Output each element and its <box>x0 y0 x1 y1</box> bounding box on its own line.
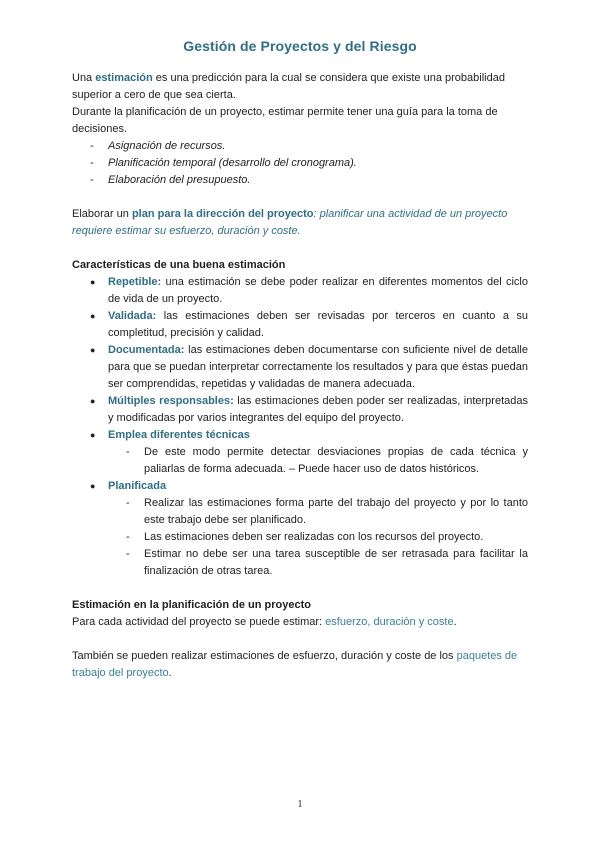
item-text: las estimaciones deben poder ser realizadas, interpretadas y modificadas por varios integrantes del equipo del proyecto. <box>108 395 528 424</box>
intro-paragraph <box>72 70 528 104</box>
tecnicas-sublist <box>108 444 528 478</box>
intro-text: Una <box>72 72 96 84</box>
sub-list-item: - Estimar no debe ser una tarea susceptible de ser retrasada para facilitar la finalización de otras tarea. <box>126 546 528 580</box>
list-item: - Elaboración del presupuesto. <box>90 172 528 189</box>
section-heading-planning: Estimación en la planificación de un proyecto <box>72 599 311 611</box>
list-item <box>90 393 528 427</box>
planning-paragraph <box>72 614 528 631</box>
planificada-sublist <box>108 495 528 580</box>
planning-text: Para cada actividad del proyecto se puede estimar: <box>72 616 326 628</box>
plan-paragraph <box>72 206 528 240</box>
term-repetible: Repetible: <box>108 276 162 288</box>
intro-paragraph-2: Durante la planificación de un proyecto, estimar permite tener una guía para la toma de decisiones. <box>72 106 498 135</box>
section-heading-characteristics: Características de una buena estimación <box>72 259 286 271</box>
sub-list-item: - Realizar las estimaciones forma parte del trabajo del proyecto y por lo tanto este trabajo debe ser planificado. <box>126 495 528 529</box>
term-documentada: Documentada: <box>108 344 185 356</box>
list-item: - Planificación temporal (desarrollo del cronograma). <box>90 155 528 172</box>
term-planificada: Planificada <box>108 480 167 492</box>
page-title: Gestión de Proyectos y del Riesgo <box>183 38 417 54</box>
list-item <box>90 274 528 308</box>
packages-text: . <box>168 667 172 679</box>
characteristics-list <box>72 274 528 580</box>
list-item <box>90 342 528 393</box>
plan-text: Elaborar un <box>72 208 132 220</box>
term-multiples-responsables: Múltiples responsables: <box>108 395 234 407</box>
packages-paragraph <box>72 648 528 682</box>
term-validada: Validada: <box>108 310 157 322</box>
term-estimacion: estimación <box>95 72 153 84</box>
list-item <box>90 427 528 478</box>
sub-list-item: - De este modo permite detectar desviaciones propias de cada técnica y paliarlas de forma adecuada. – Puede hacer uso de datos históricos. <box>126 444 528 478</box>
packages-text: También se pueden realizar estimaciones de esfuerzo, duración y coste de los <box>72 650 457 662</box>
page-number: 1 <box>297 799 303 810</box>
document-body <box>72 70 528 682</box>
uses-list <box>72 138 528 189</box>
list-item <box>90 308 528 342</box>
sub-list-item: - Las estimaciones deben ser realizadas con los recursos del proyecto. <box>126 529 528 546</box>
list-item <box>90 478 528 580</box>
list-item: - Asignación de recursos. <box>90 138 528 155</box>
estimate-link-text: esfuerzo, duración y coste <box>325 616 454 628</box>
term-emplea-tecnicas: Emplea diferentes técnicas <box>108 429 250 441</box>
item-text: las estimaciones deben ser revisadas por terceros en cuanto a su completitud, precisión y calidad. <box>108 310 528 339</box>
plan-definition: : planificar una actividad de un proyecto requiere estimar su esfuerzo, duración y coste. <box>72 208 508 237</box>
item-text: las estimaciones deben documentarse con suficiente nivel de detalle para que se puedan interpretar correctamente los resultados y para que éstas puedan ser comprendidas, repetidas y validadas de manera adecuada. <box>108 344 528 390</box>
planning-text: . <box>453 616 457 628</box>
packages-link-text: paquetes de trabajo del proyecto <box>72 650 518 679</box>
term-plan-direccion: plan para la dirección del proyecto <box>131 208 314 220</box>
item-text: una estimación se debe poder realizar en diferentes momentos del ciclo de vida de un proyecto. <box>108 276 528 305</box>
intro-text: es una predicción para la cual se considera que existe una probabilidad superior a cero de que sea cierta. <box>72 72 505 101</box>
